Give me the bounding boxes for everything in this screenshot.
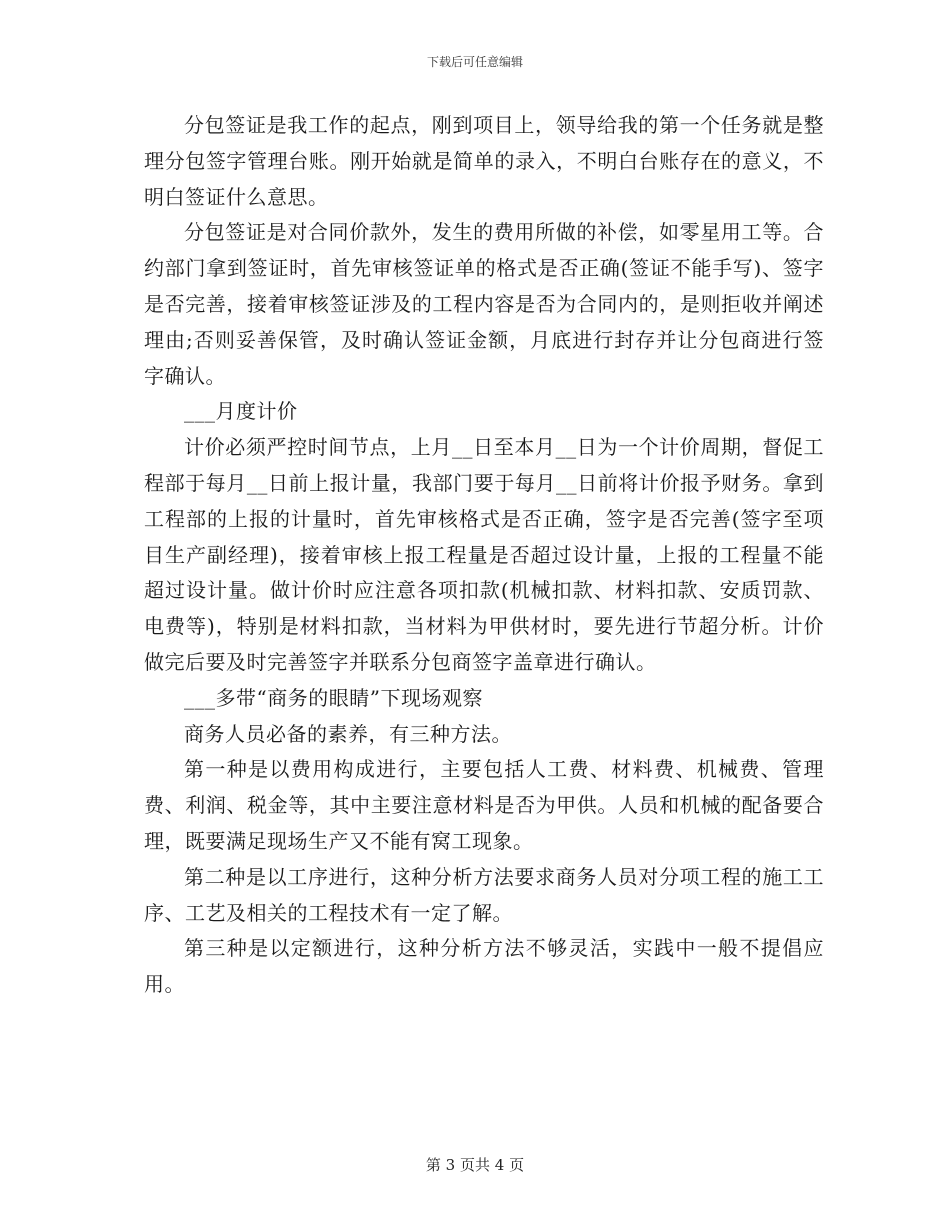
page-header: 下载后可任意编辑 — [426, 55, 523, 69]
page-number-footer: 第 3 页共 4 页 — [425, 1156, 525, 1174]
paragraph-monthly-valuation: 计价必须严控时间节点，上月__日至本月__日为一个计价周期，督促工程部于每月__日前上报计量，我部门要于每月__日前将计价报予财务。拿到工程部的上报的计量时，首先审核格式是否正确，签字是否完善(签字至项目生产副经理)，接着审核上报工程量是否超过设计量，上报的工程量不能超过设计量。做计价时应注意各项扣款(机械扣款、材料扣款、安质罚款、电费等)，特别是材料扣款，当材料为甲供材时，要先进行节超分析。计价做完后要及时完善签字并联系分包商签字盖章进行确认。 — [144, 435, 824, 674]
paragraph-subcontract-visa-intro: 分包签证是我工作的起点，刚到项目上，领导给我的第一个任务就是整理分包签字管理台账。刚开始就是简单的录入，不明白台账存在的意义，不明白签证什么意思。 — [144, 113, 824, 209]
document-body — [144, 108, 824, 1003]
paragraph-three-methods: 商务人员必备的素养，有三种方法。 — [184, 721, 512, 746]
section-heading-site-observation: ___多带“商务的眼睛”下现场观察 — [184, 685, 483, 710]
paragraph-subcontract-visa-definition: 分包签证是对合同价款外，发生的费用所做的补偿，如零星用工等。合约部门拿到签证时，首先审核签证单的格式是否正确(签证不能手写)、签字是否完善，接着审核签证涉及的工程内容是否为合同内的，是则拒收并阐述理由;否则妥善保管，及时确认签证金额，月底进行封存并让分包商进行签字确认。 — [144, 220, 824, 388]
section-heading-monthly-valuation: ___月度计价 — [184, 399, 298, 424]
paragraph-method-one: 第一种是以费用构成进行，主要包括人工费、材料费、机械费、管理费、利润、税金等，其中主要注意材料是否为甲供。人员和机械的配备要合理，既要满足现场生产又不能有窝工现象。 — [144, 757, 824, 853]
paragraph-method-two: 第二种是以工序进行，这种分析方法要求商务人员对分项工程的施工工序、工艺及相关的工程技术有一定了解。 — [144, 864, 824, 925]
paragraph-method-three: 第三种是以定额进行，这种分析方法不够灵活，实践中一般不提倡应用。 — [144, 936, 824, 997]
